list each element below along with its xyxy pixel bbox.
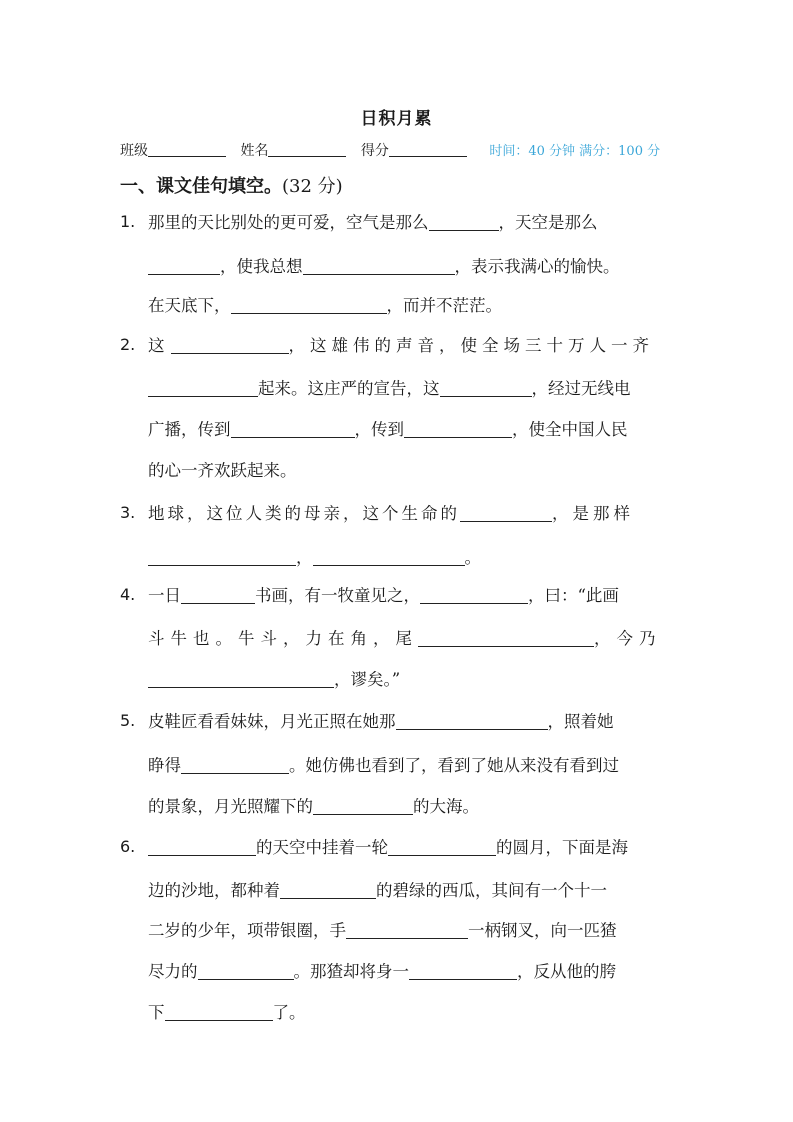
question-number: 1. — [120, 211, 136, 231]
q1-line-1 — [120, 206, 680, 236]
q5-line-1 — [120, 705, 680, 735]
q2-text: ，经过无线电 — [531, 379, 631, 398]
q1-text: 在天底下， — [148, 296, 231, 315]
name-label: 姓名 — [240, 143, 269, 159]
q4-text: ，曰：“此画 — [528, 586, 619, 605]
answer-blank[interactable] — [429, 212, 499, 231]
q6-text: 尽力的 — [148, 962, 198, 981]
q6-line-4 — [148, 955, 680, 985]
answer-blank[interactable] — [418, 628, 594, 647]
answer-blank[interactable] — [148, 837, 256, 856]
q1-text: ，使我总想 — [220, 257, 303, 276]
answer-blank[interactable] — [181, 755, 289, 774]
q4-text: ，谬矣。” — [334, 670, 401, 689]
q5-text: 睁得 — [148, 756, 181, 775]
q2-line-1 — [120, 329, 680, 359]
q6-text: 一柄钢叉，向一匹猹 — [468, 921, 617, 940]
answer-blank[interactable] — [313, 796, 413, 815]
q5-text: 皮鞋匠看看妹妹，月光正照在她那 — [148, 712, 396, 731]
q3-text: 。 — [464, 548, 481, 567]
q6-line-1 — [120, 831, 680, 861]
question-number: 4. — [120, 584, 136, 604]
class-label: 班级 — [120, 143, 148, 159]
answer-blank[interactable] — [181, 585, 255, 604]
q5-text: ，照着她 — [547, 712, 614, 731]
q6-text: 了。 — [272, 1003, 306, 1022]
student-info-row — [120, 140, 680, 160]
q3-text: 地球，这位人类的母亲，这个生命的 — [148, 504, 460, 523]
q1-line-3 — [148, 289, 680, 319]
q6-line-5 — [148, 996, 680, 1026]
q1-line-2 — [148, 250, 680, 280]
answer-blank[interactable] — [148, 256, 220, 275]
answer-blank[interactable] — [148, 547, 296, 566]
answer-blank[interactable] — [346, 920, 468, 939]
score-blank[interactable] — [389, 142, 467, 157]
q2-line-2 — [148, 372, 680, 402]
q5-text: 的景象，月光照耀下的 — [148, 797, 313, 816]
answer-blank[interactable] — [409, 961, 517, 980]
answer-blank[interactable] — [165, 1002, 273, 1021]
section-points: (32 分) — [282, 176, 343, 197]
page-title: 日积月累 — [360, 109, 433, 129]
q6-text: 的碧绿的西瓜，其间有一个十一 — [376, 881, 607, 900]
q5-text: 的大海。 — [413, 797, 479, 816]
q3-line-2 — [148, 541, 680, 571]
time-score-info: 时间：40 分钟 满分：100 分 — [489, 144, 661, 159]
answer-blank[interactable] — [460, 503, 552, 522]
q1-text: ，天空是那么 — [498, 213, 598, 232]
answer-blank[interactable] — [148, 669, 334, 688]
question-number: 3. — [120, 502, 136, 522]
answer-blank[interactable] — [231, 295, 387, 314]
answer-blank[interactable] — [171, 335, 289, 354]
answer-blank[interactable] — [231, 419, 355, 438]
question-number: 2. — [120, 334, 136, 354]
answer-blank[interactable] — [280, 880, 376, 899]
q2-text: ，传到 — [354, 420, 404, 439]
answer-blank[interactable] — [420, 585, 528, 604]
q6-text: ，反从他的胯 — [517, 962, 616, 981]
answer-blank[interactable] — [198, 961, 294, 980]
q6-line-2 — [148, 874, 680, 904]
section-title: 一、课文佳句填空。 — [120, 176, 282, 197]
q6-text: 的天空中挂着一轮 — [256, 838, 388, 857]
q5-line-3 — [148, 790, 680, 820]
q6-text: 。那猹却将身一 — [293, 962, 409, 981]
q3-text: ， — [296, 548, 313, 567]
q5-text: 。她仿佛也看到了，看到了她从来没有看到过 — [289, 756, 619, 775]
q4-text: 斗牛也。牛斗，力在角，尾 — [148, 629, 418, 648]
q4-line-1 — [120, 579, 680, 609]
q2-text: ，使全中国人民 — [512, 420, 628, 439]
answer-blank[interactable] — [388, 837, 496, 856]
q6-text: 边的沙地，都种着 — [148, 881, 280, 900]
answer-blank[interactable] — [303, 256, 455, 275]
q5-line-2 — [148, 749, 680, 779]
class-blank[interactable] — [148, 142, 226, 157]
q6-text: 二岁的少年，项带银圈，手 — [148, 921, 346, 940]
q4-line-2 — [148, 622, 680, 652]
name-blank[interactable] — [268, 142, 346, 157]
q4-text: ，今乃 — [594, 629, 662, 648]
answer-blank[interactable] — [148, 378, 258, 397]
q4-line-3 — [148, 663, 680, 693]
q2-text: 这 — [148, 336, 165, 355]
q3-line-1 — [120, 497, 680, 527]
q6-text: 的圆月，下面是海 — [496, 838, 628, 857]
section-heading — [120, 172, 343, 198]
answer-blank[interactable] — [404, 419, 512, 438]
q2-line-3 — [148, 413, 680, 443]
answer-blank[interactable] — [440, 378, 532, 397]
q2-text: ，这雄伟的声音，使全场三十万人一齐 — [288, 336, 654, 355]
q1-text: 那里的天比别处的更可爱，空气是那么 — [148, 213, 429, 232]
q1-text: ，表示我满心的愉快。 — [454, 257, 620, 276]
q2-line-4 — [148, 454, 680, 484]
q1-text: ，而并不茫茫。 — [386, 296, 502, 315]
q6-line-3 — [148, 914, 680, 944]
q6-text: 下 — [148, 1003, 165, 1022]
q2-text: 广播，传到 — [148, 420, 231, 439]
answer-blank[interactable] — [396, 711, 548, 730]
q2-text: 的心一齐欢跃起来。 — [148, 461, 297, 480]
q2-text: 起来。这庄严的宣告，这 — [258, 379, 440, 398]
question-number: 5. — [120, 710, 136, 730]
question-number: 6. — [120, 836, 136, 856]
q4-text: 书画，有一牧童见之， — [255, 586, 420, 605]
answer-blank[interactable] — [313, 547, 465, 566]
q4-text: 一日 — [148, 586, 181, 605]
q3-text: ，是那样 — [552, 504, 634, 523]
score-label: 得分 — [360, 143, 389, 159]
